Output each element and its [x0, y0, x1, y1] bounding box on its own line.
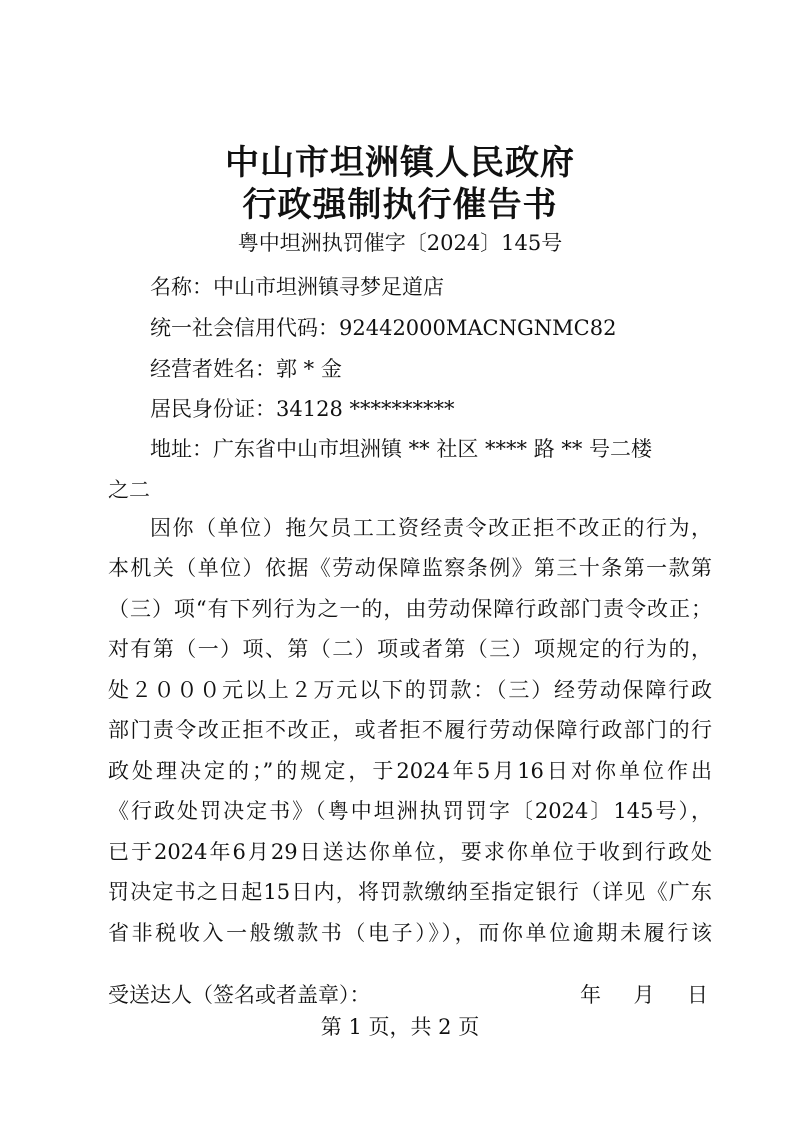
- document-number: 粤中坦洲执罚催字〔2024〕145号: [237, 231, 563, 255]
- party-credit-code: 统一社会信用代码：92442000MACNGNMC82: [150, 316, 617, 340]
- body-line: 省非税收入一般缴款书（电子）》），而你单位逾期未履行该: [108, 921, 712, 945]
- body-line: 已于2024年6月29日送达你单位，要求你单位于收到行政处: [108, 840, 712, 864]
- body-line: 政处理决定的；”的规定，于2024年5月16日对你单位作出: [108, 759, 712, 783]
- party-operator: 经营者姓名：郭 * 金: [150, 357, 342, 381]
- party-name: 名称：中山市坦洲镇寻梦足道店: [150, 275, 444, 299]
- body-line: 因你（单位）拖欠员工工资经责令改正拒不改正的行为，: [150, 516, 712, 540]
- document-title-line1: 中山市坦洲镇人民政府: [225, 143, 575, 183]
- body-line: （三）项“有下列行为之一的，由劳动保障行政部门责令改正；: [108, 597, 712, 621]
- body-line: 对有第（一）项、第（二）项或者第（三）项规定的行为的，: [108, 637, 712, 661]
- document-title-line2: 行政强制执行催告书: [242, 185, 558, 225]
- party-address-line2: 之二: [108, 478, 150, 502]
- body-line: 部门责令改正拒不改正，或者拒不履行劳动保障行政部门的行: [108, 718, 712, 742]
- body-line: 本机关（单位）依据《劳动保障监察条例》第三十条第一款第: [108, 556, 712, 580]
- body-line: 处２０００元以上２万元以下的罚款：（三）经劳动保障行政: [108, 678, 712, 702]
- date-year: 年: [580, 983, 601, 1007]
- body-line: 罚决定书之日起15日内，将罚款缴纳至指定银行（详见《广东: [108, 880, 712, 904]
- party-address-line1: 地址：广东省中山市坦洲镇 ** 社区 **** 路 ** 号二楼: [150, 437, 653, 461]
- page-number: 第 1 页，共 2 页: [320, 1015, 480, 1039]
- receipt-date: [580, 980, 708, 1010]
- party-id-card: 居民身份证：34128 **********: [150, 397, 455, 421]
- date-day: 日: [687, 983, 708, 1007]
- date-month: 月: [633, 983, 655, 1007]
- body-line: 《行政处罚决定书》（粤中坦洲执罚罚字〔2024〕145号），: [108, 799, 712, 823]
- receipt-signature-label: 受送达人（签名或者盖章）：: [108, 983, 371, 1007]
